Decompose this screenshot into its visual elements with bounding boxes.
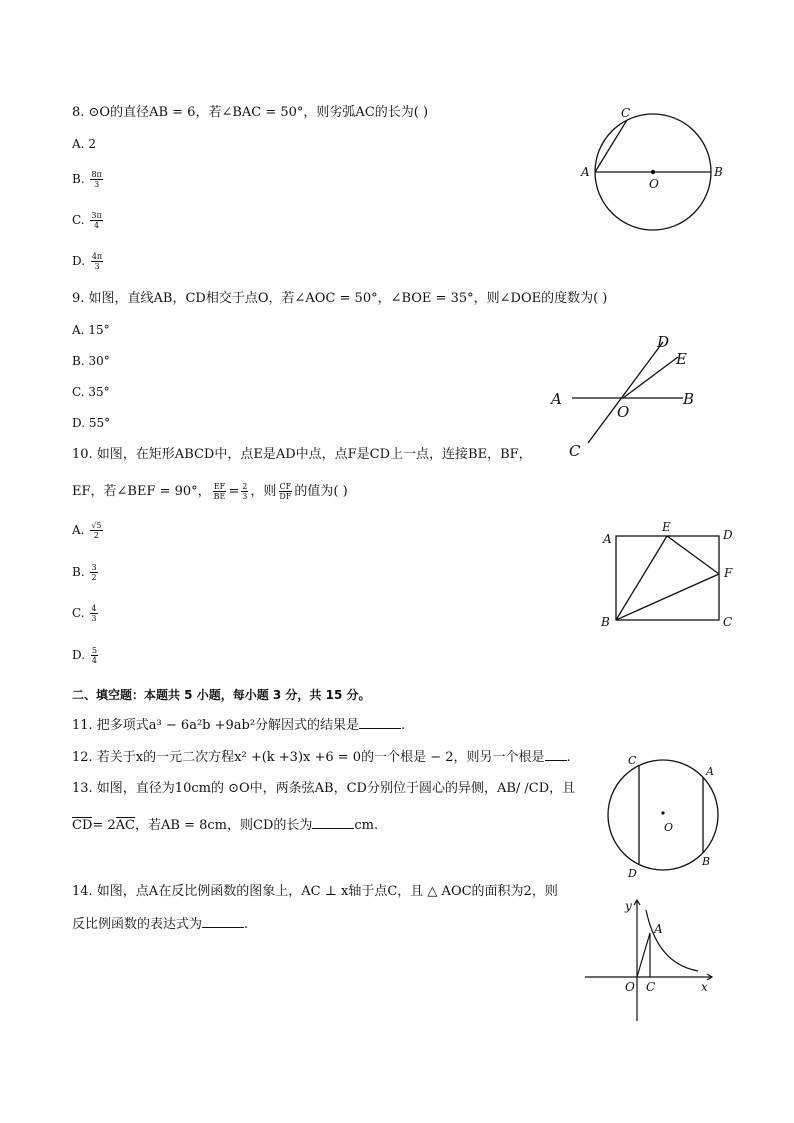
- option-fraction: $\frac{√5}{2}$: [91, 521, 102, 540]
- label-o: O: [649, 177, 659, 191]
- option-label: D.: [72, 254, 86, 268]
- q14-stem-line2: 反比例函数的表达式为 .: [72, 917, 249, 932]
- q8-option-a[interactable]: [72, 136, 96, 152]
- option-label: B.: [72, 172, 85, 186]
- q10-stem-line2: EF，若∠BEF = 90°， $\frac{EF}{BE}$ = $\frac{2}{3}$ ，则 $\frac{CF}{DF}$ 的值为( ): [72, 482, 348, 501]
- q8-circle-figure: [575, 100, 725, 235]
- option-value: 15°: [88, 323, 110, 337]
- option-label: A.: [72, 523, 85, 537]
- option-label: A.: [72, 323, 85, 337]
- rectangle-abcd: [616, 536, 719, 620]
- fraction-cf-df: $\frac{CF}{DF}$: [279, 482, 292, 501]
- section-heading: 二、填空题：本题共 5 小题，每小题 3 分，共 15 分。: [72, 688, 371, 702]
- q9-option-a[interactable]: [72, 322, 110, 338]
- q12-stem: 12. 若关于x的一元二次方程x² +(k +3)x +6 = 0的一个根是 − 2，则另一个根是 .: [72, 750, 571, 765]
- answer-blank[interactable]: [202, 915, 244, 928]
- label-a: A: [603, 532, 612, 546]
- label-c: C: [723, 615, 733, 629]
- option-fraction: $\frac{8\pi}{3}$: [91, 170, 102, 189]
- label-c: C: [646, 980, 656, 994]
- answer-blank[interactable]: [545, 748, 567, 761]
- option-label: C.: [72, 606, 85, 620]
- q10-option-d[interactable]: [72, 646, 100, 665]
- q9-lines-figure: [545, 330, 705, 465]
- q13-stem-line1: 13. 如图，直径为10cm的 ⊙O中，两条弦AB，CD分别位于圆心的异侧，AB/ /CD，且: [72, 781, 576, 796]
- answer-blank[interactable]: [359, 716, 401, 729]
- circle-o: [608, 760, 718, 870]
- label-d: D: [657, 333, 670, 351]
- option-label: D.: [72, 416, 86, 430]
- q10-stem-line1: 10. 如图，在矩形ABCD中，点E是AD中点，点F是CD上一点，连接BE，BF，: [72, 447, 532, 462]
- segment-bf: [616, 574, 719, 620]
- segment-oa: [637, 933, 650, 977]
- label-d: D: [628, 867, 637, 880]
- option-value: 55°: [88, 416, 111, 430]
- option-fraction: $\frac{4\pi}{3}$: [91, 252, 103, 271]
- label-b: B: [702, 855, 711, 868]
- center-point: [661, 811, 664, 814]
- label-c: C: [628, 754, 637, 767]
- q13-circle-figure: [600, 745, 735, 890]
- answer-blank[interactable]: [312, 816, 354, 829]
- option-value: 35°: [88, 385, 110, 399]
- label-c: C: [621, 106, 631, 120]
- label-o: O: [664, 821, 674, 834]
- segment-be: [616, 536, 667, 620]
- hyperbola-curve: [646, 910, 698, 971]
- q8-option-d[interactable]: [72, 252, 105, 271]
- line-cd: [588, 342, 663, 443]
- ray-oe: [623, 357, 678, 398]
- q9-option-d[interactable]: [72, 415, 110, 431]
- option-label: C.: [72, 385, 85, 399]
- option-fraction: $\frac{5}{4}$: [91, 646, 97, 665]
- arc-cd: CD: [72, 818, 93, 833]
- option-fraction: $\frac{4}{3}$: [91, 604, 97, 623]
- arc-ac: AC: [115, 818, 136, 833]
- label-b: B: [601, 615, 610, 629]
- center-point: [651, 170, 655, 174]
- label-a: A: [581, 165, 590, 179]
- q10-rectangle-figure: [595, 515, 745, 635]
- option-label: A.: [72, 137, 85, 151]
- q14-stem-line1: 14. 如图，点A在反比例函数的图象上，AC ⊥ x轴于点C，且 △ AOC的面积为2，则: [72, 884, 558, 899]
- fraction-2-3: $\frac{2}{3}$: [242, 482, 248, 501]
- option-label: C.: [72, 213, 85, 227]
- option-value: 30°: [88, 354, 110, 368]
- option-fraction: $\frac{3\pi}{4}$: [91, 211, 102, 230]
- label-b: B: [683, 390, 695, 408]
- label-a: A: [706, 765, 714, 778]
- option-fraction: $\frac{3}{2}$: [91, 563, 97, 582]
- q10-option-b[interactable]: [72, 563, 100, 582]
- label-e: E: [676, 350, 687, 368]
- label-d: D: [723, 528, 733, 542]
- q9-option-c[interactable]: [72, 384, 110, 400]
- segment-ef: [667, 536, 719, 574]
- q8-option-b[interactable]: [72, 170, 105, 189]
- option-value: 2: [88, 137, 96, 151]
- q13-stem-line2: CD= 2AC，若AB = 8cm，则CD的长为 cm.: [72, 818, 379, 833]
- label-o: O: [617, 403, 630, 421]
- q10-option-a[interactable]: [72, 521, 105, 540]
- fraction-ef-be: $\frac{EF}{BE}$: [213, 482, 226, 501]
- q8-option-c[interactable]: [72, 211, 105, 230]
- label-c: C: [569, 442, 581, 460]
- option-label: D.: [72, 648, 86, 662]
- q9-option-b[interactable]: [72, 353, 110, 369]
- chord-ac: [595, 120, 627, 172]
- label-f: F: [724, 566, 733, 580]
- label-e: E: [662, 520, 671, 534]
- label-o: O: [625, 980, 635, 994]
- label-y: y: [625, 899, 632, 913]
- label-a: A: [654, 922, 663, 936]
- label-b: B: [714, 165, 723, 179]
- q9-stem: 9. 如图，直线AB，CD相交于点O，若∠AOC = 50°，∠BOE = 35°，则∠DOE的度数为( ): [72, 291, 608, 306]
- q14-graph-figure: [580, 893, 720, 1028]
- option-label: B.: [72, 354, 85, 368]
- option-label: B.: [72, 565, 85, 579]
- q10-option-c[interactable]: [72, 604, 100, 623]
- q11-stem: 11. 把多项式a³ − 6a²b +9ab²分解因式的结果是 .: [72, 718, 406, 733]
- label-x: x: [701, 980, 708, 994]
- q8-stem: 8. ⊙O的直径AB = 6，若∠BAC = 50°，则劣弧AC的长为( ): [72, 105, 429, 120]
- label-a: A: [551, 390, 562, 408]
